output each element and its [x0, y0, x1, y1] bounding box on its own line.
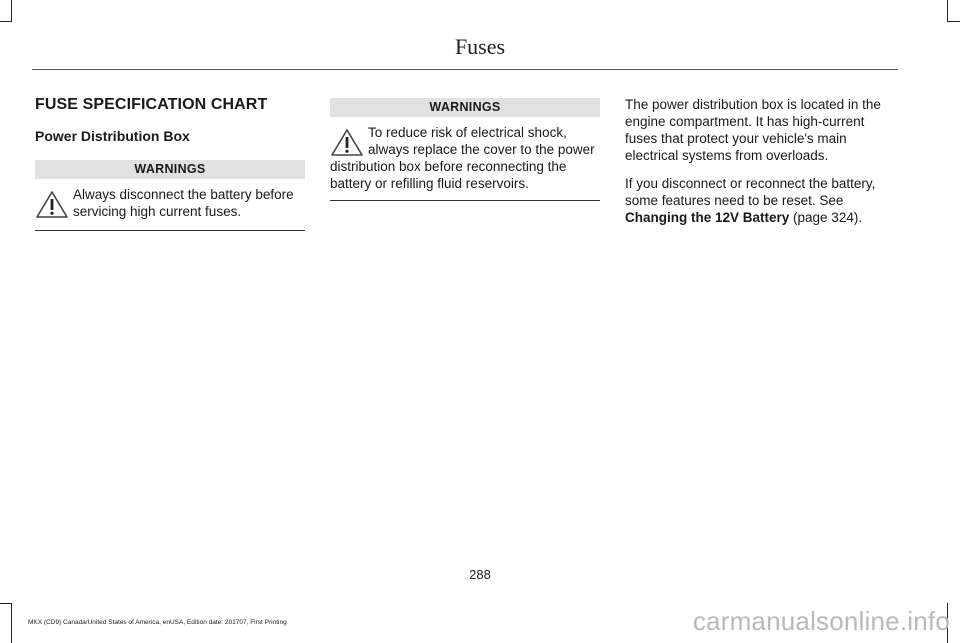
- page-number: 288: [469, 567, 491, 582]
- subheading: Power Distribution Box: [35, 128, 190, 144]
- left-column: [35, 96, 305, 231]
- warning-body: [35, 179, 305, 220]
- crop-mark-top-left-h: [0, 21, 12, 22]
- middle-column: [330, 98, 600, 201]
- warning-triangle-icon: [35, 190, 69, 220]
- watermark: carmanualsonline.info: [692, 606, 950, 636]
- page-header-title: Fuses: [454, 34, 506, 59]
- crop-mark-top-right-h: [947, 21, 960, 22]
- warning-text: To reduce risk of electrical shock, always replace the cover to the power distribution box before reconnecting the battery or refilling fluid reservoirs.: [330, 125, 595, 191]
- warning-bottom-rule: [330, 200, 600, 201]
- crop-mark-bottom-left-h: [0, 603, 12, 604]
- section-title: FUSE SPECIFICATION CHART: [35, 96, 268, 113]
- warning-label: WARNINGS: [330, 98, 600, 117]
- page-reference: (page 324).: [789, 210, 863, 225]
- edition-footer: MKX (CD9) Canada/United States of America, enUSA, Edition date: 201707, First Printing: [28, 619, 287, 626]
- paragraph-reset-text: If you disconnect or reconnect the battery, some features need to be reset. See: [625, 176, 876, 208]
- warning-label: WARNINGS: [35, 160, 305, 179]
- warning-text: Always disconnect the battery before servicing high current fuses.: [73, 187, 294, 219]
- crop-mark-top-right-v: [947, 0, 948, 22]
- header-rule: [32, 69, 898, 70]
- warning-body: [330, 117, 600, 192]
- warning-box: [35, 160, 305, 231]
- warning-bottom-rule: [35, 230, 305, 231]
- crop-mark-top-left-v: [11, 0, 12, 22]
- warning-box: [330, 98, 600, 201]
- paragraph-location: The power distribution box is located in the engine compartment. It has high-current fuses that protect your vehicle's main electrical systems from overloads.: [625, 97, 881, 163]
- cross-reference-link[interactable]: Changing the 12V Battery: [625, 210, 790, 225]
- paragraph-reset: [625, 175, 900, 226]
- right-column: [625, 96, 900, 237]
- crop-mark-bottom-left-v: [11, 603, 12, 643]
- warning-triangle-icon: [330, 128, 364, 158]
